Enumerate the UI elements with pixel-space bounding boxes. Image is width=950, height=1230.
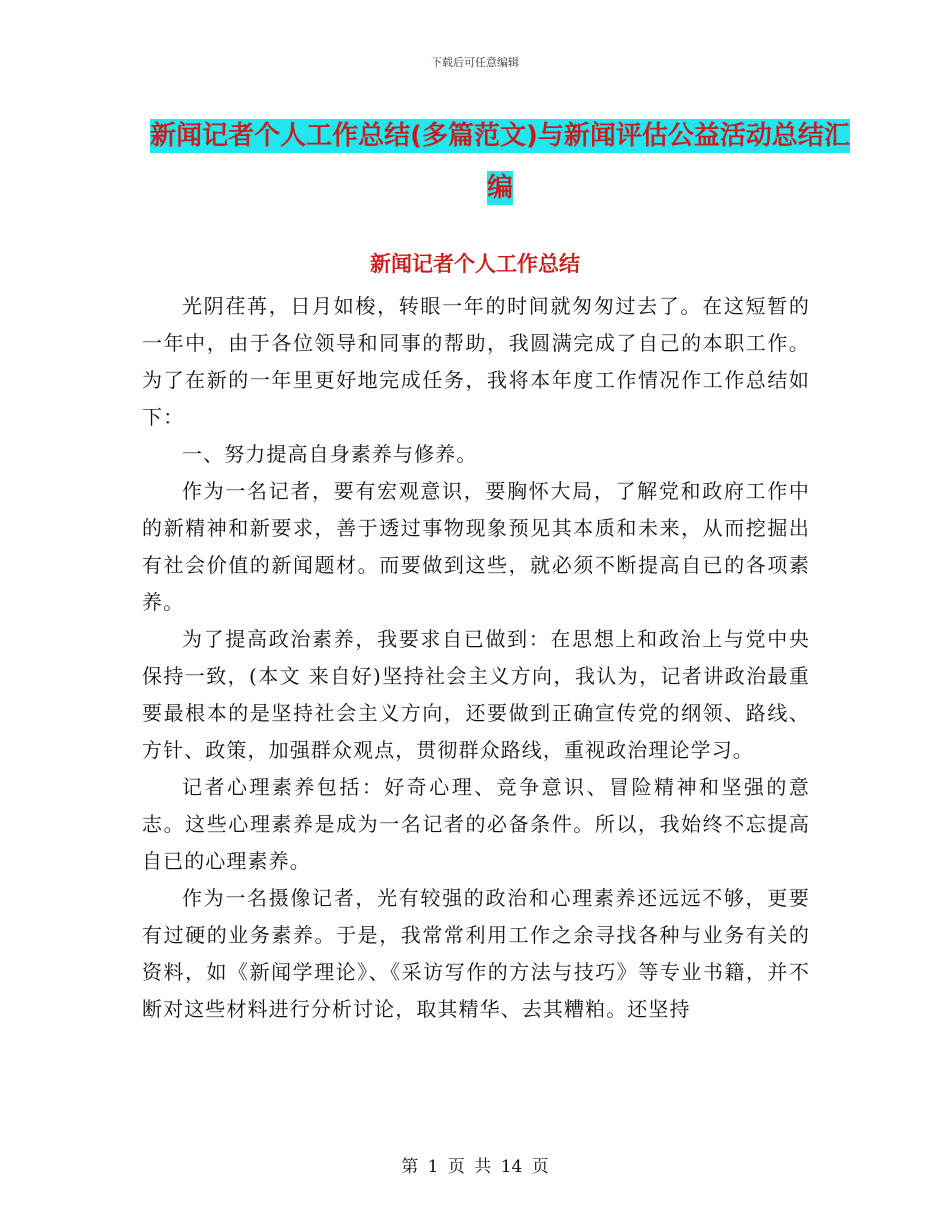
section-title: 新闻记者个人工作总结 [370,252,580,276]
paragraph-heading-one: 一、努力提高自身素养与修养。 [182,442,478,466]
page-footer-indicator: 第 1 页 共 14 页 [401,1157,549,1177]
document-title-text: 新闻记者个人工作总结(多篇范文)与新闻评估公益活动总结汇编 [150,121,850,203]
paragraph-political-quality: 为了提高政治素养，我要求自已做到：在思想上和政治上与党中央保持一致，(本文 来自好)坚持社会主义方向，我认为，记者讲政治最重要最根本的是坚持社会主义方向，还要做到正确宣传党的纲领、路线、方针、政策，加强群众观点，贯彻群众路线，重视政治理论学习。 [142,627,810,762]
paragraph-intro: 光阴荏苒，日月如梭，转眼一年的时间就匆匆过去了。在这短暂的一年中，由于各位领导和同事的帮助，我圆满完成了自己的本职工作。为了在新的一年里更好地完成任务，我将本年度工作情况作工作总结如下： [142,294,810,429]
paragraph-macro-awareness: 作为一名记者，要有宏观意识，要胸怀大局，了解党和政府工作中的新精神和新要求，善于透过事物现象预见其本质和未来，从而挖掘出有社会价值的新闻题材。而要做到这些，就必须不断提高自已的各项素养。 [142,479,810,614]
paragraph-psychological-quality: 记者心理素养包括：好奇心理、竞争意识、冒险精神和坚强的意志。这些心理素养是成为一名记者的必备条件。所以，我始终不忘提高自已的心理素养。 [142,775,810,873]
page-header-note: 下载后可任意编辑 [431,56,519,69]
document-title [150,110,850,214]
document-body [142,288,810,1028]
paragraph-professional-quality: 作为一名摄像记者，光有较强的政治和心理素养还远远不够，更要有过硬的业务素养。于是，我常常利用工作之余寻找各种与业务有关的资料，如《新闻学理论》、《采访写作的方法与技巧》等专业书籍，并不断对这些材料进行分析讨论，取其精华、去其糟粕。还坚持 [142,886,810,1021]
